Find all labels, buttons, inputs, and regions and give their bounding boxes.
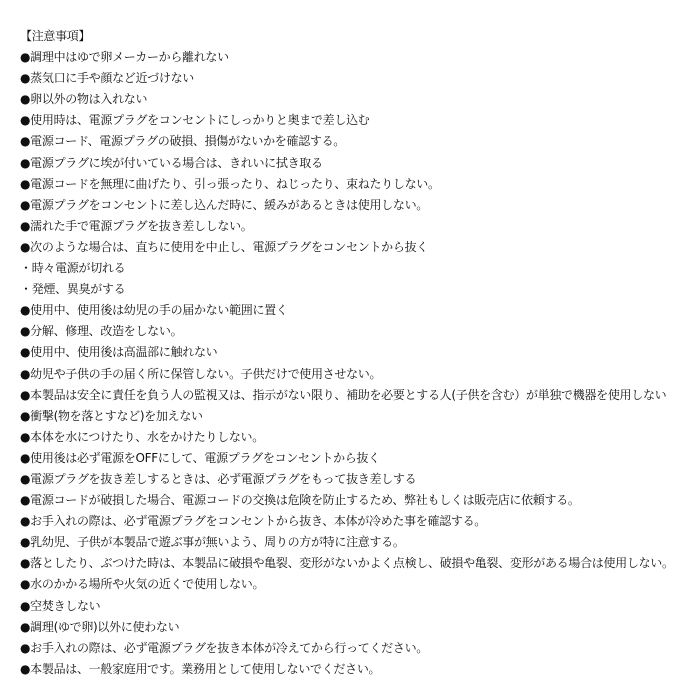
precaution-line: ●電源プラグをコンセントに差し込んだ時に、緩みがあるときは使用しない。 [20,197,428,212]
precaution-line: ●水のかかる場所や火気の近くで使用しない。 [20,577,265,592]
precaution-line: ●お手入れの際は、必ず電源プラグをコンセントから抜き、本体が冷めた事を確認する。 [20,514,486,529]
precaution-line: ●空焚きしない [20,598,101,613]
precaution-line: ●電源プラグに埃が付いている場合は、きれいに拭き取る [20,155,323,170]
precaution-line: ●濡れた手で電源プラグを抜き差ししない。 [20,218,253,233]
precautions-document [20,26,692,680]
precaution-line: ●調理中はゆで卵メーカーから離れない [20,50,229,65]
precaution-subline: ・発煙、異臭がする [20,282,126,297]
precaution-line: ●落としたり、ぶつけた時は、本製品に破損や亀裂、変形がないかよく点検し、破損や亀裂、変形がある場合は使用しない。 [20,556,674,571]
precaution-line: ●調理(ゆで卵)以外に使わない [20,619,180,634]
precaution-line: ●本体を水につけたり、水をかけたりしない。 [20,429,264,444]
precaution-line: ●使用後は必ず電源をOFFにして、電源プラグをコンセントから抜く [20,450,380,465]
precaution-line: ●使用中、使用後は幼児の手の届かない範囲に置く [20,303,288,318]
precaution-line: ●電源コードを無理に曲げたり、引っ張ったり、ねじったり、束ねたりしない。 [20,176,440,191]
precautions-heading: 【注意事項】 [20,29,91,43]
precaution-line: ●お手入れの際は、必ず電源プラグを抜き本体が冷えてから行ってください。 [20,640,428,655]
precaution-line: ●本製品は、一般家庭用です。業務用として使用しないでください。 [20,661,381,676]
precaution-line: ●使用中、使用後は高温部に触れない [20,345,218,360]
precaution-line: ●次のような場合は、直ちに使用を中止し、電源プラグをコンセントから抜く [20,239,428,254]
precaution-line: ●卵以外の物は入れない [20,92,148,107]
precaution-line: ●分解、修理、改造をしない。 [20,324,183,339]
precaution-line: ●衝撃(物を落とすなど)を加えない [20,408,203,423]
precaution-subline: ・時々電源が切れる [20,261,126,276]
precaution-line: ●電源プラグを抜き差しするときは、必ず電源プラグをもって抜き差しする [20,471,417,486]
precaution-line: ●使用時は、電源プラグをコンセントにしっかりと奥まで差し込む [20,113,370,128]
precaution-line: ●電源コード、電源プラグの破損、損傷がないかを確認する。 [20,134,345,149]
precaution-line: ●乳幼児、子供が本製品で遊ぶ事が無いよう、周りの方が特に注意する。 [20,535,405,550]
precaution-line: ●幼児や子供の手の届く所に保管しない。子供だけで使用させない。 [20,366,382,381]
precaution-line: ●蒸気口に手や顔など近づけない [20,71,194,86]
precaution-line: ●本製品は安全に責任を負う人の監視又は、指示がない限り、補助を必要とする人(子供を含む）が単独で機器を使用しない [20,387,667,402]
precaution-line: ●電源コードが破損した場合、電源コードの交換は危険を防止するため、弊社もしくは販売店に依頼する。 [20,493,580,508]
